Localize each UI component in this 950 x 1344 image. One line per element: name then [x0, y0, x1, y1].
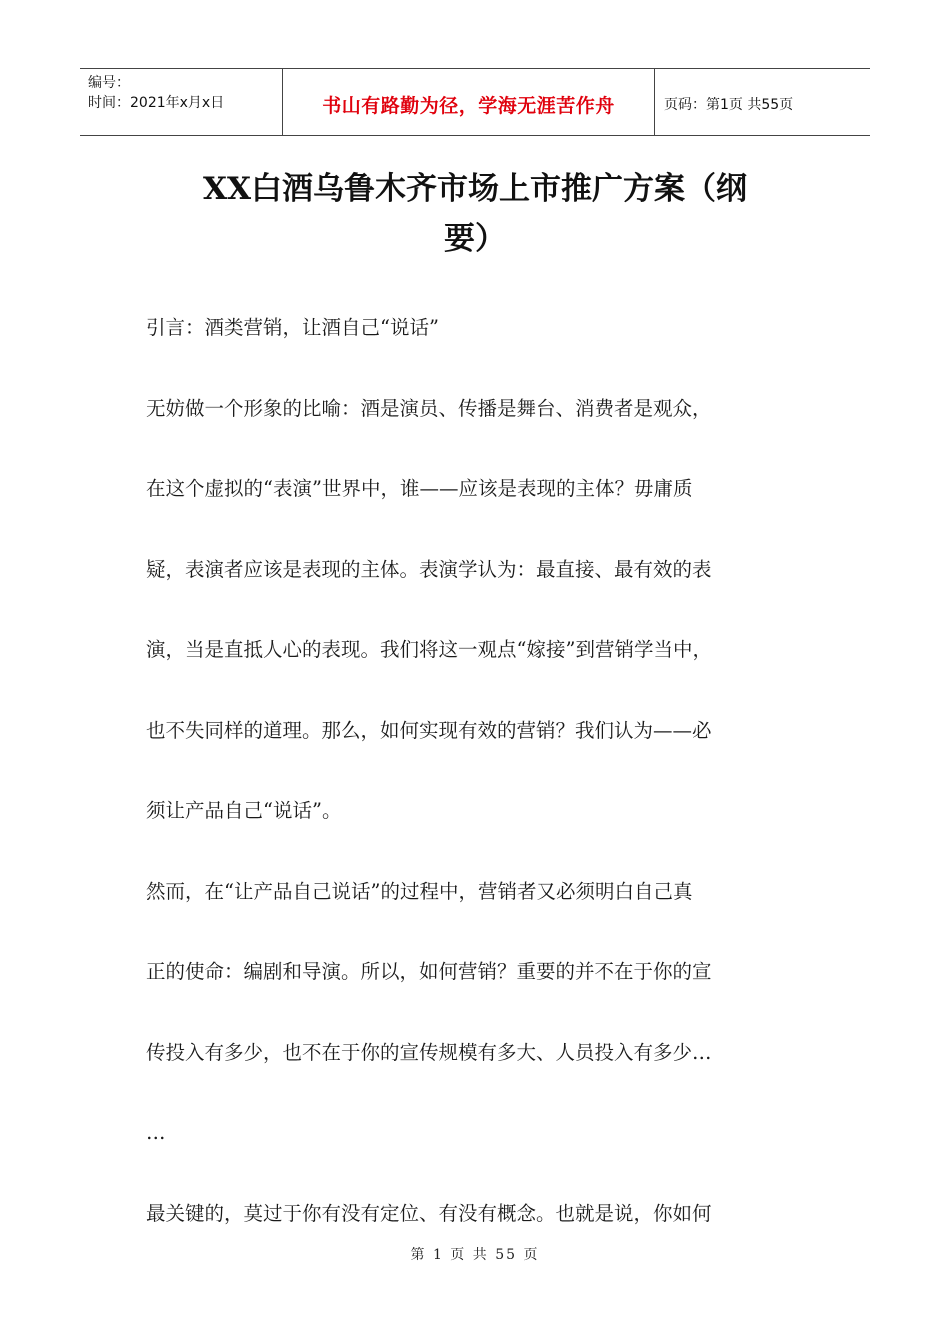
body-line: 引言：酒类营销，让酒自己“说话”	[146, 316, 439, 339]
body-line: 也不失同样的道理。那么，如何实现有效的营销？我们认为——必	[146, 718, 712, 742]
time-label: 时间：2021年x月x日	[88, 95, 225, 111]
document-body	[146, 288, 806, 1254]
body-line: 须让产品自己“说话”。	[146, 799, 342, 822]
body-line: 最关键的，莫过于你有没有定位、有没有概念。也就是说，你如何	[146, 1201, 712, 1225]
body-line: 无妨做一个形象的比喻：酒是演员、传播是舞台、消费者是观众，	[146, 396, 712, 420]
page-header	[80, 68, 870, 136]
body-line: 传投入有多少，也不在于你的宣传规模有多大、人员投入有多少…	[146, 1040, 712, 1064]
body-line: 然而，在“让产品自己说话”的过程中，营销者又必须明白自己真	[146, 879, 693, 903]
header-meta	[80, 69, 282, 135]
body-line: 正的使命：编剧和导演。所以，如何营销？重要的并不在于你的宣	[146, 960, 712, 983]
body-line: …	[146, 1121, 166, 1144]
document-title	[150, 164, 800, 264]
body-line: 疑，表演者应该是表现的主体。表演学认为：最直接、最有效的表	[146, 557, 712, 581]
serial-label: 编号：	[88, 75, 130, 91]
page-footer: 第 1 页 共 55 页	[410, 1247, 540, 1263]
body-line: 在这个虚拟的“表演”世界中，谁——应该是表现的主体？毋庸质	[146, 477, 693, 500]
title-line-1: XX白酒乌鲁木齐市场上市推广方案（纲	[202, 171, 748, 207]
header-motto: 书山有路勤为径，学海无涯苦作舟	[282, 69, 655, 135]
title-line-2: 要）	[444, 221, 506, 257]
header-page-info: 页码：第1页 共55页	[664, 97, 794, 113]
body-line: 演，当是直抵人心的表现。我们将这一观点“嫁接”到营销学当中，	[146, 638, 712, 661]
